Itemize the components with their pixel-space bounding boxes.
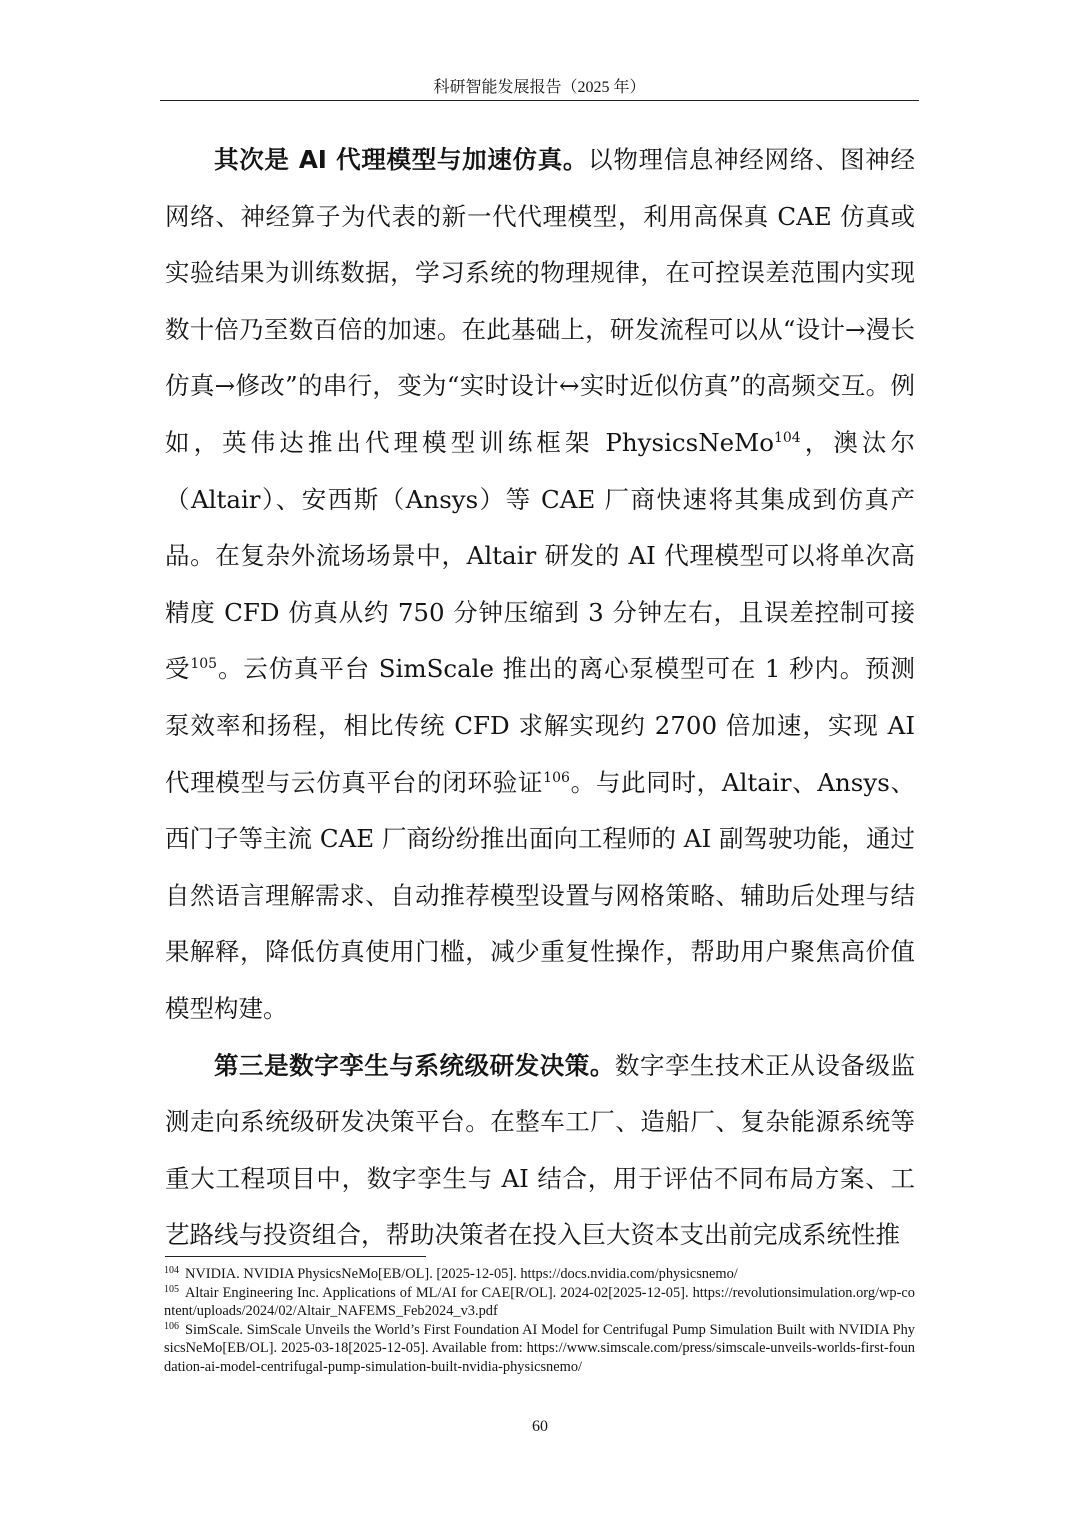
- footnote-number: 104: [164, 1265, 179, 1276]
- footnote-text: SimScale. SimScale Unveils the World’s First Foundation AI Model for Centrifugal Pump Simulation Built with NVIDIA PhysicsNeMo[EB/OL]. 2025-03-18[2025-12-05]. Available from: https://www.simscale.com/press/simscale-unveils-worlds-first-foundation-ai-model-centrifugal-pump-simulation-built-nvidia-physicsnemo/: [164, 1321, 915, 1375]
- paragraph-digital-twin: [165, 1038, 915, 1264]
- paragraph-text: 。云仿真平台 SimScale 推出的离心泵模型可在 1 秒内。预测泵效率和扬程，相比传统 CFD 求解实现约 2700 倍加速，实现 AI 代理模型与云仿真平台的闭环验证: [165, 654, 915, 797]
- page-number: 60: [532, 1418, 548, 1435]
- footnote-text: NVIDIA. NVIDIA PhysicsNeMo[EB/OL]. [2025-12-05]. https://docs.nvidia.com/physicsnemo/: [185, 1266, 738, 1282]
- paragraph-text: 以物理信息神经网络、图神经网络、神经算子为代表的新一代代理模型，利用高保真 CAE 仿真或实验结果为训练数据，学习系统的物理规律，在可控误差范围内实现数十倍乃至数百倍的加速。在此基础上，研发流程可以从“设计→漫长仿真→修改”的串行，变为“实时设计↔实时近似仿真”的高频交互。例如，英伟达推出代理模型训练框架 PhysicsNeMo: [165, 145, 916, 457]
- body-text: [165, 132, 915, 1264]
- footnotes: [164, 1265, 915, 1377]
- footnote-number: 105: [164, 1283, 179, 1295]
- footnote-104: [164, 1265, 915, 1284]
- footnote-divider: [165, 1256, 426, 1257]
- paragraph-heading: 第三是数字孪生与系统级研发决策。: [214, 1050, 615, 1080]
- footnote-number: 106: [164, 1320, 179, 1332]
- paragraph-text: 。与此同时，Altair、Ansys、西门子等主流 CAE 厂商纷纷推出面向工程师的 AI 副驾驶功能，通过自然语言理解需求、自动推荐模型设置与网格策略、辅助后处理与结果解释，降低仿真使用门槛，减少重复性操作，帮助用户聚焦高价值模型构建。: [165, 767, 915, 1023]
- footnote-ref-105[interactable]: 105: [190, 656, 218, 673]
- paragraph-text: 数字孪生技术正从设备级监测走向系统级研发决策平台。在整车工厂、造船厂、复杂能源系统等重大工程项目中，数字孪生与 AI 结合，用于评估不同布局方案、工艺路线与投资组合，帮助决策者在投入巨大资本支出前完成系统性推: [165, 1050, 916, 1250]
- footnote-106: [164, 1321, 915, 1377]
- footnote-text: Altair Engineering Inc. Applications of ML/AI for CAE[R/OL]. 2024-02[2025-12-05]. https://revolutionsimulation.org/wp-content/uploads/2024/02/Altair_NAFEMS_Feb2024_v3.pdf: [164, 1284, 915, 1320]
- footnote-ref-106[interactable]: 106: [543, 769, 570, 786]
- paragraph-ai-surrogate-models: [165, 132, 915, 1038]
- paragraph-text: ，澳汰尔（Altair）、安西斯（Ansys）等 CAE 厂商快速将其集成到仿真产品。在复杂外流场场景中，Altair 研发的 AI 代理模型可以将单次高精度 CFD 仿真从约 750 分钟压缩到 3 分钟左右，且误差控制可接受: [165, 427, 915, 684]
- paragraph-heading: 其次是 AI 代理模型与加速仿真。: [214, 145, 589, 174]
- page-header-title: 科研智能发展报告（2025 年）: [433, 79, 646, 96]
- footnote-105: [164, 1284, 915, 1321]
- header-divider: [160, 100, 919, 101]
- footnote-ref-104[interactable]: 104: [773, 429, 801, 446]
